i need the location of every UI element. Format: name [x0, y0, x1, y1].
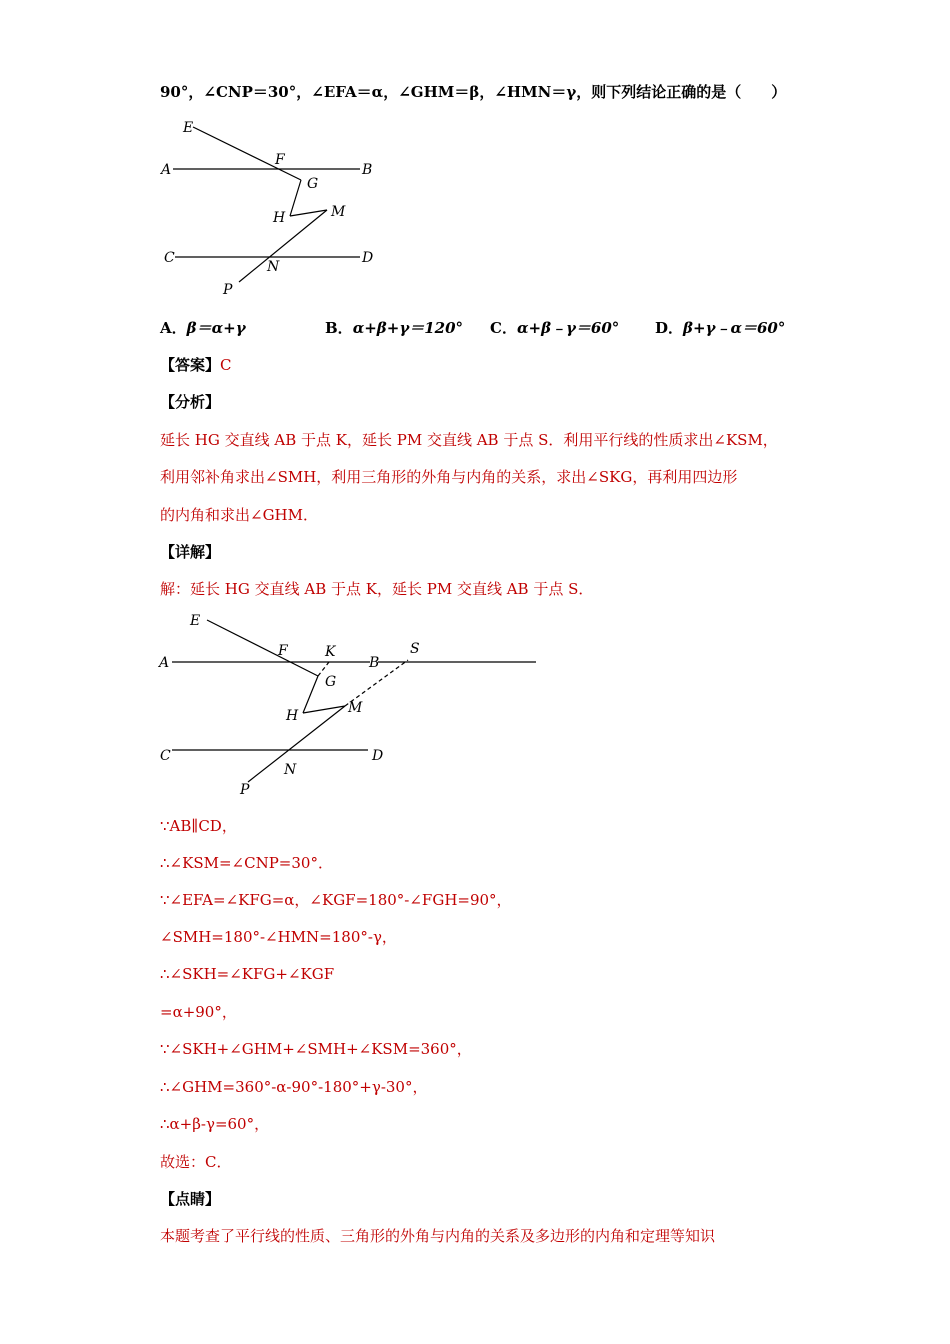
- detail-intro: 解：延长 HG 交直线 AB 于点 K，延长 PM 交直线 AB 于点 S．: [160, 580, 594, 598]
- label-d: D: [372, 748, 384, 764]
- label-n: N: [267, 259, 280, 275]
- label-a: A: [159, 655, 170, 671]
- label-e: E: [183, 120, 194, 136]
- label-d: D: [362, 250, 374, 266]
- answer-value: C: [220, 356, 232, 374]
- option-b[interactable]: [325, 318, 463, 338]
- label-p: P: [223, 282, 233, 298]
- figure-1: [155, 112, 385, 302]
- label-g: G: [325, 674, 337, 690]
- question-stem: 90°，∠CNP＝30°，∠EFA＝α，∠GHM＝β，∠HMN＝γ，则下列结论正确的是（ ）: [160, 83, 787, 101]
- figure-2: [150, 605, 550, 805]
- detail-step-2: ∴∠KSM=∠CNP=30°．: [160, 854, 333, 872]
- answer-line: [160, 355, 232, 375]
- analysis-line-2: 利用邻补角求出∠SMH，利用三角形的外角与内角的关系，求出∠SKG，再利用四边形: [160, 468, 738, 486]
- detail-step-1: ∵AB∥CD，: [160, 817, 237, 835]
- label-s: S: [410, 641, 420, 657]
- label-f: F: [275, 152, 285, 168]
- label-f: F: [278, 643, 288, 659]
- analysis-line-3: 的内角和求出∠GHM．: [160, 506, 318, 524]
- detail-step-4: ∠SMH=180°-∠HMN=180°-γ，: [160, 928, 397, 946]
- line-ef: [207, 620, 318, 676]
- detail-step-3: ∵∠EFA=∠KFG=α，∠KGF=180°-∠FGH=90°，: [160, 891, 512, 909]
- detail-step-7: ∵∠SKH+∠GHM+∠SMH+∠KSM=360°，: [160, 1040, 472, 1058]
- detail-step-10: 故选：C．: [160, 1153, 232, 1171]
- option-c-text: α+β﹣γ＝60°: [516, 319, 620, 337]
- comment-text: 本题考查了平行线的性质、三角形的外角与内角的关系及多边形的内角和定理等知识: [160, 1227, 716, 1245]
- analysis-tag: 【分析】: [160, 393, 221, 411]
- label-g: G: [307, 176, 319, 192]
- option-a-letter: A．: [160, 319, 187, 337]
- detail-tag: 【详解】: [160, 543, 221, 561]
- option-a-text: β＝α+γ: [186, 319, 246, 337]
- detail-step-8: ∴∠GHM=360°-α-90°-180°+γ-30°，: [160, 1078, 428, 1096]
- option-b-letter: B．: [325, 319, 353, 337]
- label-a: A: [161, 162, 172, 178]
- option-c-letter: C．: [490, 319, 517, 337]
- detail-step-6: =α+90°，: [160, 1003, 237, 1021]
- segment-gh: [303, 676, 318, 713]
- label-n: N: [284, 762, 297, 778]
- option-d[interactable]: [655, 318, 785, 338]
- label-e: E: [190, 613, 201, 629]
- line-ef: [193, 127, 301, 180]
- detail-step-5: ∴∠SKH=∠KFG+∠KGF: [160, 965, 335, 983]
- label-h: H: [286, 708, 299, 724]
- label-c: C: [160, 748, 171, 764]
- segment-gh: [290, 180, 301, 216]
- option-c[interactable]: [490, 318, 619, 338]
- option-a[interactable]: [160, 318, 246, 338]
- label-p: P: [240, 782, 250, 798]
- analysis-line-1: 延长 HG 交直线 AB 于点 K，延长 PM 交直线 AB 于点 S．利用平行线的性质求出∠KSM，: [160, 431, 778, 449]
- option-d-text: β+γ﹣α＝60°: [683, 319, 786, 337]
- label-c: C: [164, 250, 175, 266]
- segment-hm: [303, 706, 345, 713]
- comment-tag: 【点睛】: [160, 1190, 221, 1208]
- label-m: M: [331, 204, 346, 220]
- detail-step-9: ∴α+β-γ=60°，: [160, 1115, 270, 1133]
- label-b: B: [369, 655, 380, 671]
- label-h: H: [273, 210, 286, 226]
- label-b: B: [362, 162, 373, 178]
- label-m: M: [348, 700, 363, 716]
- answer-tag: 【答案】: [160, 356, 221, 374]
- option-d-letter: D．: [655, 319, 684, 337]
- label-k: K: [325, 644, 336, 660]
- option-b-text: α+β+γ＝120°: [352, 319, 464, 337]
